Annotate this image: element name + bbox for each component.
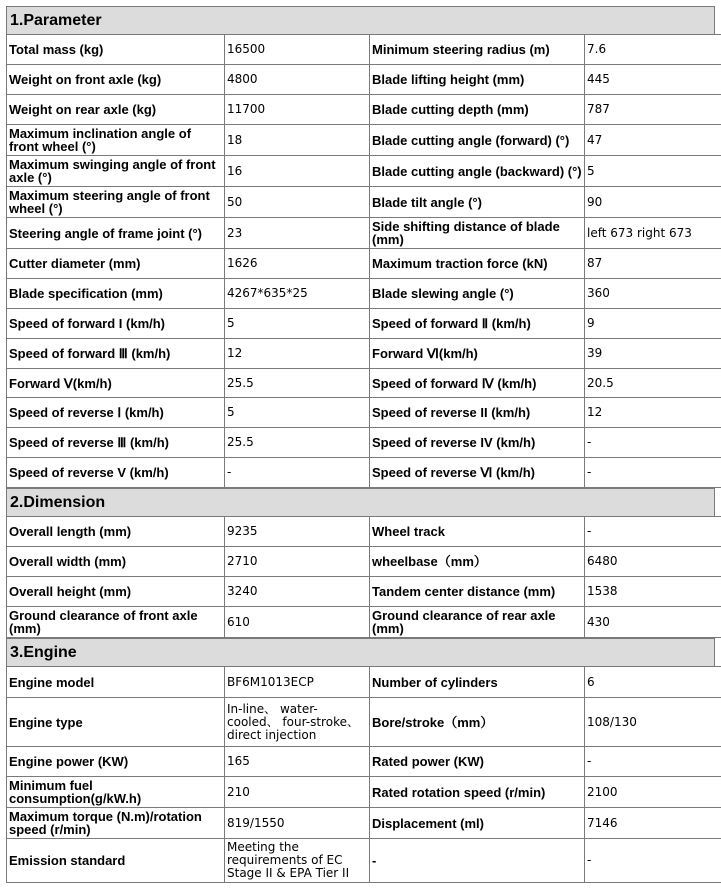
value-left: 25.5 <box>225 428 370 458</box>
value-right: 430 <box>585 607 721 638</box>
value-left: 11700 <box>225 95 370 125</box>
spec-sheet <box>6 6 715 883</box>
label-left: Maximum torque (N.m)/rotation speed (r/min) <box>7 808 225 839</box>
value-right: 360 <box>585 279 721 309</box>
value-right: 7.6 <box>585 35 721 65</box>
label-right: Minimum steering radius (m) <box>370 35 585 65</box>
label-right: - <box>370 839 585 883</box>
table-row <box>7 35 721 65</box>
value-right: 7146 <box>585 808 721 839</box>
label-right: Wheel track <box>370 517 585 547</box>
label-right: Forward Ⅵ(km/h) <box>370 339 585 369</box>
value-right: - <box>585 747 721 777</box>
value-left: 4800 <box>225 65 370 95</box>
value-left: 819/1550 <box>225 808 370 839</box>
table-row <box>7 458 721 488</box>
label-left: Blade specification (mm) <box>7 279 225 309</box>
value-right: 47 <box>585 125 721 156</box>
table-row <box>7 398 721 428</box>
value-left: 165 <box>225 747 370 777</box>
value-right: - <box>585 517 721 547</box>
table-row <box>7 156 721 187</box>
table-row <box>7 339 721 369</box>
label-right: Blade slewing angle (°) <box>370 279 585 309</box>
table-row <box>7 517 721 547</box>
value-left: BF6M1013ECP <box>225 667 370 698</box>
table-row <box>7 125 721 156</box>
value-right: 87 <box>585 249 721 279</box>
value-left: 1626 <box>225 249 370 279</box>
label-right: Rated rotation speed (r/min) <box>370 777 585 808</box>
label-right: Speed of forward Ⅱ (km/h) <box>370 309 585 339</box>
label-left: Maximum inclination angle of front wheel (°) <box>7 125 225 156</box>
label-left: Maximum steering angle of front wheel (°) <box>7 187 225 218</box>
value-left: 16 <box>225 156 370 187</box>
label-left: Total mass (kg) <box>7 35 225 65</box>
value-left: 16500 <box>225 35 370 65</box>
value-right: - <box>585 428 721 458</box>
parameter-table <box>6 34 721 488</box>
table-row <box>7 249 721 279</box>
table-row <box>7 95 721 125</box>
label-right: Blade cutting angle (forward) (°) <box>370 125 585 156</box>
label-left: Speed of reverse V (km/h) <box>7 458 225 488</box>
value-left: 4267*635*25 <box>225 279 370 309</box>
table-row <box>7 428 721 458</box>
value-right: left 673 right 673 <box>585 218 721 249</box>
label-right: Maximum traction force (kN) <box>370 249 585 279</box>
table-row <box>7 747 721 777</box>
value-left: 3240 <box>225 577 370 607</box>
label-right: Speed of reverse II (km/h) <box>370 398 585 428</box>
value-right: 6480 <box>585 547 721 577</box>
table-row <box>7 667 721 698</box>
table-row <box>7 279 721 309</box>
label-left: Cutter diameter (mm) <box>7 249 225 279</box>
parameter-section <box>6 6 715 488</box>
label-left: Weight on front axle (kg) <box>7 65 225 95</box>
value-left: 12 <box>225 339 370 369</box>
section-header: 2.Dimension <box>6 488 715 516</box>
table-row <box>7 577 721 607</box>
label-left: Speed of forward Ⅲ (km/h) <box>7 339 225 369</box>
label-right: wheelbase（mm） <box>370 547 585 577</box>
label-left: Minimum fuel consumption(g/kW.h) <box>7 777 225 808</box>
value-right: - <box>585 458 721 488</box>
label-left: Emission standard <box>7 839 225 883</box>
value-right: 9 <box>585 309 721 339</box>
table-row <box>7 547 721 577</box>
value-right: 2100 <box>585 777 721 808</box>
label-left: Engine model <box>7 667 225 698</box>
label-left: Steering angle of frame joint (°) <box>7 218 225 249</box>
value-right: 5 <box>585 156 721 187</box>
value-right: 90 <box>585 187 721 218</box>
label-right: Blade tilt angle (°) <box>370 187 585 218</box>
value-right: 787 <box>585 95 721 125</box>
value-left: 25.5 <box>225 369 370 398</box>
value-right: 39 <box>585 339 721 369</box>
value-right: 108/130 <box>585 698 721 747</box>
label-left: Overall width (mm) <box>7 547 225 577</box>
label-right: Blade lifting height (mm) <box>370 65 585 95</box>
section-header: 3.Engine <box>6 638 715 666</box>
table-row <box>7 607 721 638</box>
table-row <box>7 65 721 95</box>
label-right: Blade cutting angle (backward) (°) <box>370 156 585 187</box>
value-right: 20.5 <box>585 369 721 398</box>
label-left: Speed of reverse Ⅲ (km/h) <box>7 428 225 458</box>
table-row <box>7 309 721 339</box>
value-right: 445 <box>585 65 721 95</box>
value-left: 5 <box>225 309 370 339</box>
value-left: 5 <box>225 398 370 428</box>
table-row <box>7 369 721 398</box>
label-left: Ground clearance of front axle (mm) <box>7 607 225 638</box>
label-right: Number of cylinders <box>370 667 585 698</box>
value-right: - <box>585 839 721 883</box>
dimension-section <box>6 488 715 638</box>
section-header: 1.Parameter <box>6 6 715 34</box>
value-left: In-line、 water-cooled、 four-stroke、 direct injection <box>225 698 370 747</box>
value-left: 50 <box>225 187 370 218</box>
value-left: 23 <box>225 218 370 249</box>
label-right: Side shifting distance of blade (mm) <box>370 218 585 249</box>
label-left: Forward Ⅴ(km/h) <box>7 369 225 398</box>
label-right: Ground clearance of rear axle (mm) <box>370 607 585 638</box>
label-left: Speed of reverse Ⅰ (km/h) <box>7 398 225 428</box>
label-left: Weight on rear axle (kg) <box>7 95 225 125</box>
table-row <box>7 698 721 747</box>
label-right: Bore/stroke（mm） <box>370 698 585 747</box>
engine-table <box>6 666 721 883</box>
label-left: Engine type <box>7 698 225 747</box>
label-left: Speed of forward I (km/h) <box>7 309 225 339</box>
table-row <box>7 777 721 808</box>
engine-section <box>6 638 715 883</box>
value-left: 18 <box>225 125 370 156</box>
value-left: 610 <box>225 607 370 638</box>
value-left: Meeting the requirements of EC Stage II & EPA Tier II <box>225 839 370 883</box>
table-row <box>7 808 721 839</box>
label-right: Displacement (ml) <box>370 808 585 839</box>
value-right: 12 <box>585 398 721 428</box>
label-left: Engine power (KW) <box>7 747 225 777</box>
table-row <box>7 218 721 249</box>
label-left: Maximum swinging angle of front axle (°) <box>7 156 225 187</box>
label-right: Speed of reverse IV (km/h) <box>370 428 585 458</box>
label-right: Rated power (KW) <box>370 747 585 777</box>
dimension-table <box>6 516 721 638</box>
value-left: 210 <box>225 777 370 808</box>
label-left: Overall height (mm) <box>7 577 225 607</box>
value-left: - <box>225 458 370 488</box>
value-right: 1538 <box>585 577 721 607</box>
table-row <box>7 187 721 218</box>
value-left: 2710 <box>225 547 370 577</box>
label-left: Overall length (mm) <box>7 517 225 547</box>
value-right: 6 <box>585 667 721 698</box>
table-row <box>7 839 721 883</box>
value-left: 9235 <box>225 517 370 547</box>
label-right: Blade cutting depth (mm) <box>370 95 585 125</box>
label-right: Speed of forward Ⅳ (km/h) <box>370 369 585 398</box>
label-right: Speed of reverse Ⅵ (km/h) <box>370 458 585 488</box>
label-right: Tandem center distance (mm) <box>370 577 585 607</box>
